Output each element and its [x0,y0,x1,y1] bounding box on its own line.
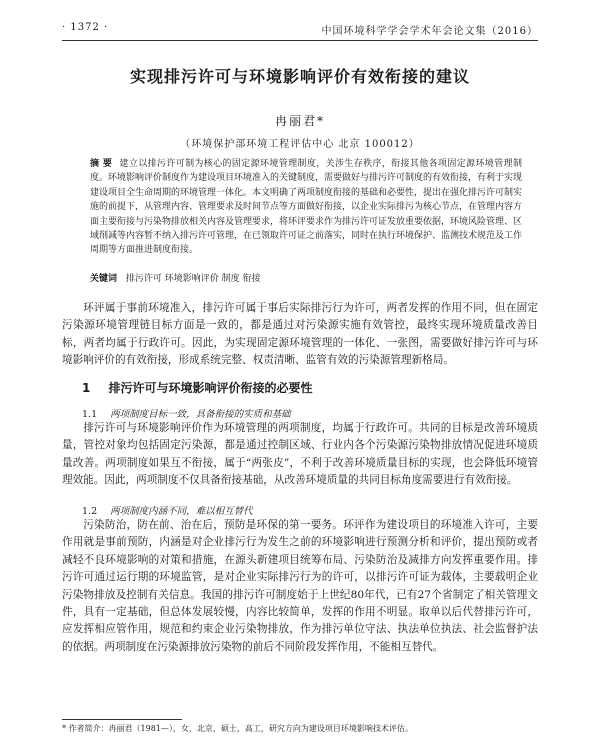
author-footnote: * 作者简介：冉丽君（1981—），女，北京，硕士，高工，研究方向为建设项目环境影响技术评估。 [62,724,413,733]
subsection-1-2-heading [82,503,253,517]
subsection-number: 1.1 [82,409,98,420]
section-1-heading [82,379,313,396]
subsection-title: 两项制度目标一致，具备衔接的实质和基础 [110,409,291,420]
abstract-label: 摘 要 [90,159,113,169]
section-title: 排污许可与环境影响评价衔接的必要性 [108,381,313,395]
subsection-1-2-paragraph: 污染防治，防在前、治在后，预防是环保的第一要务。环评作为建设项目的环境准入许可，主要作用就是事前预防，内涵是对企业排污行为发生之前的环境影响进行预测分析和评价，提出预防或者减轻不良环境影响的对策和措施，在源头新建项目统筹布局、污染防治及减排方向发挥重要作用。排污许可通过运行期的环境监管，是对企业实际排污行为的许可，以排污许可证为载体，主要载明企业污染物排放及控制有关信息。我国的排污许可制度始于上世纪80年代，已有27个省制定了相关管理文件，具有一定基础，但总体发展较慢，内容比较简单，发挥的作用不明显。取单以后代替排污许可，应发挥相应管作用，规范和约束企业污染物排放，作为排污单位守法、执法单位执法、社会监督护法的依据。两项制度在污染源排放污染物的前后不同阶段发挥作用，不能相互替代。 [62,519,538,653]
page-number: · 1372 · [62,22,109,33]
paper-title: 实现排污许可与环境影响评价有效衔接的建议 [129,67,470,86]
keywords-text: 排污许可 环境影响评价 制度 衔接 [125,274,261,284]
keywords-label: 关键词 [90,274,118,284]
footnote-rule [62,719,182,720]
subsection-1-1-heading [82,406,291,420]
subsection-number: 1.2 [82,506,98,517]
abstract-text: 建立以排污许可制为核心的固定源环境管理制度，关涉生存秩序，衔接其他各项固定源环境管理制度。环境影响评价制度作为建设项目环境准入的关键制度，需要做好与排污许可制度的有效衔接，有利于实现建设项目全生命周期的环境管理一体化。本文明确了两项制度衔接的基础和必要性，提出在强化排污许可制实施的前提下，从管理内容、管理要求及时间节点等方面做好衔接，以企业实际排污为核心节点，在管理内容方面主要衔接与污染物排放相关内容及管理要求，将环评要求作为排污许可证发放重要依据，环境风险管理、区域削减等内容暂不纳入排污许可管理，在已领取许可证之前落实，同时在执行环境保护、监测技术规范及工作周期等方面推进制度衔接。 [90,159,523,256]
subsection-1-1-paragraph: 排污许可与环境影响评价作为环境管理的两项制度，均属于行政许可。共同的目标是改善环境质量，管控对象均包括固定污染源，都是通过控制区域、行业内各个污染源污染物排放情况促进环境质量改善。两项制度如果互不衔接，属于“两张皮”，不利于改善环境质量目标的实现，也会降低环境管理效能。因此，两项制度不仅具备衔接基础，从改善环境质量的共同目标角度需要进行有效衔接。 [62,422,538,487]
running-header [62,22,538,38]
subsection-title: 两项制度内涵不同，难以相互替代 [110,506,253,517]
author-affiliation: （环境保护部环境工程评估中心 北京 100012） [180,139,420,150]
intro-paragraph: 环评属于事前环境准入，排污许可属于事后实际排污行为许可，两者发挥的作用不同，但在固定污染源环境管理链目标方面是一致的，都是通过对污染源实施有效管控，最终实现环境质量改善目标，两者均属于行政许可。因此，为实现固定源环境管理的一体化、一张图，需要做好排污许可与环境影响评价的有效衔接，形成系统完整、权责清晰、监管有效的污染源管理新格局。 [62,302,538,367]
keywords-block [90,272,522,286]
author-name: 冉丽君* [274,114,325,128]
header-rule [62,40,538,41]
section-number: 1 [82,381,91,395]
abstract-block [90,157,522,258]
conference-title: 中国环境科学学会学术年会论文集（2016） [321,26,538,37]
